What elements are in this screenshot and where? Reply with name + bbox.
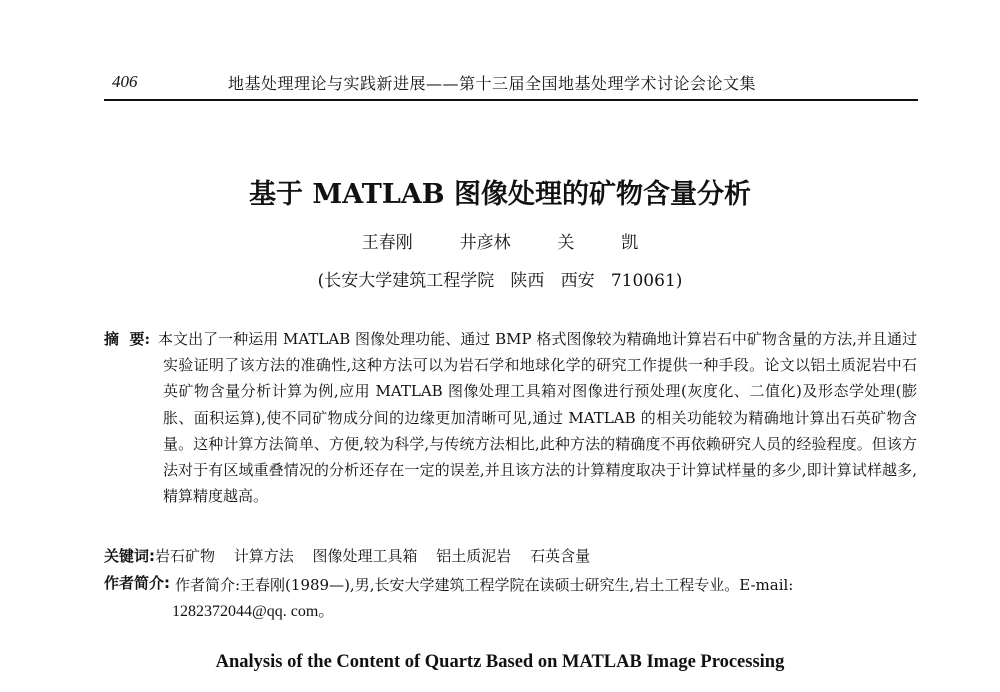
author-info-text: 作者简介:王春刚(1989—),男,长安大学建筑工程学院在读硕士研究生,岩土工程专业。E-mail: xyxy=(175,576,794,594)
author-email: 1282372044@qq. com。 xyxy=(172,603,335,620)
keywords-text: 岩石矿物 计算方法 图像处理工具箱 铝土质泥岩 石英含量 xyxy=(155,547,591,565)
abstract-label: 摘 要: xyxy=(104,330,150,348)
affiliation: (长安大学建筑工程学院 陕西 西安 710061) xyxy=(317,271,683,291)
running-header: 地基处理理论与实践新进展——第十三届全国地基处理学术讨论会论文集 xyxy=(228,74,757,93)
page-number: 406 xyxy=(112,72,138,91)
header-rule xyxy=(104,99,918,101)
author-list: 王春刚 井彦林 关 凯 xyxy=(361,233,639,253)
keywords xyxy=(104,545,918,566)
author-info-label: 作者简介: xyxy=(104,574,170,592)
article-title: 基于 MATLAB 图像处理的矿物含量分析 xyxy=(248,179,751,210)
keywords-label: 关键词: xyxy=(104,547,155,565)
abstract-text: 本文出了一种运用 MATLAB 图像处理功能、通过 BMP 格式图像较为精确地计算岩石中矿物含量的方法,并且通过实验证明了该方法的准确性,这种方法可以为岩石学和地球化学的研究工作提供一种手段。论文以铝土质泥岩中石英矿物含量分析计算为例,应用 MATLAB 图像处理工具箱对图像进行预处理(灰度化、二值化)及形态学处理(膨胀、面积运算),使不同矿物成分间的边缘更加清晰可见,通过 MATLAB 的相关功能较为精确地计算出石英矿物含量。这种计算方法简单、方便,较为科学,与传统方法相比,此种方法的精确度不再依赖研究人员的经验程度。但该方法对于有区域重叠情况的分析还存在一定的误差,并且该方法的计算精度取决于计算试样量的多少,即计算试样越多,精算精度越高。 xyxy=(158,330,917,506)
english-title: Analysis of the Content of Quartz Based on MATLAB Image Processing xyxy=(215,652,785,672)
